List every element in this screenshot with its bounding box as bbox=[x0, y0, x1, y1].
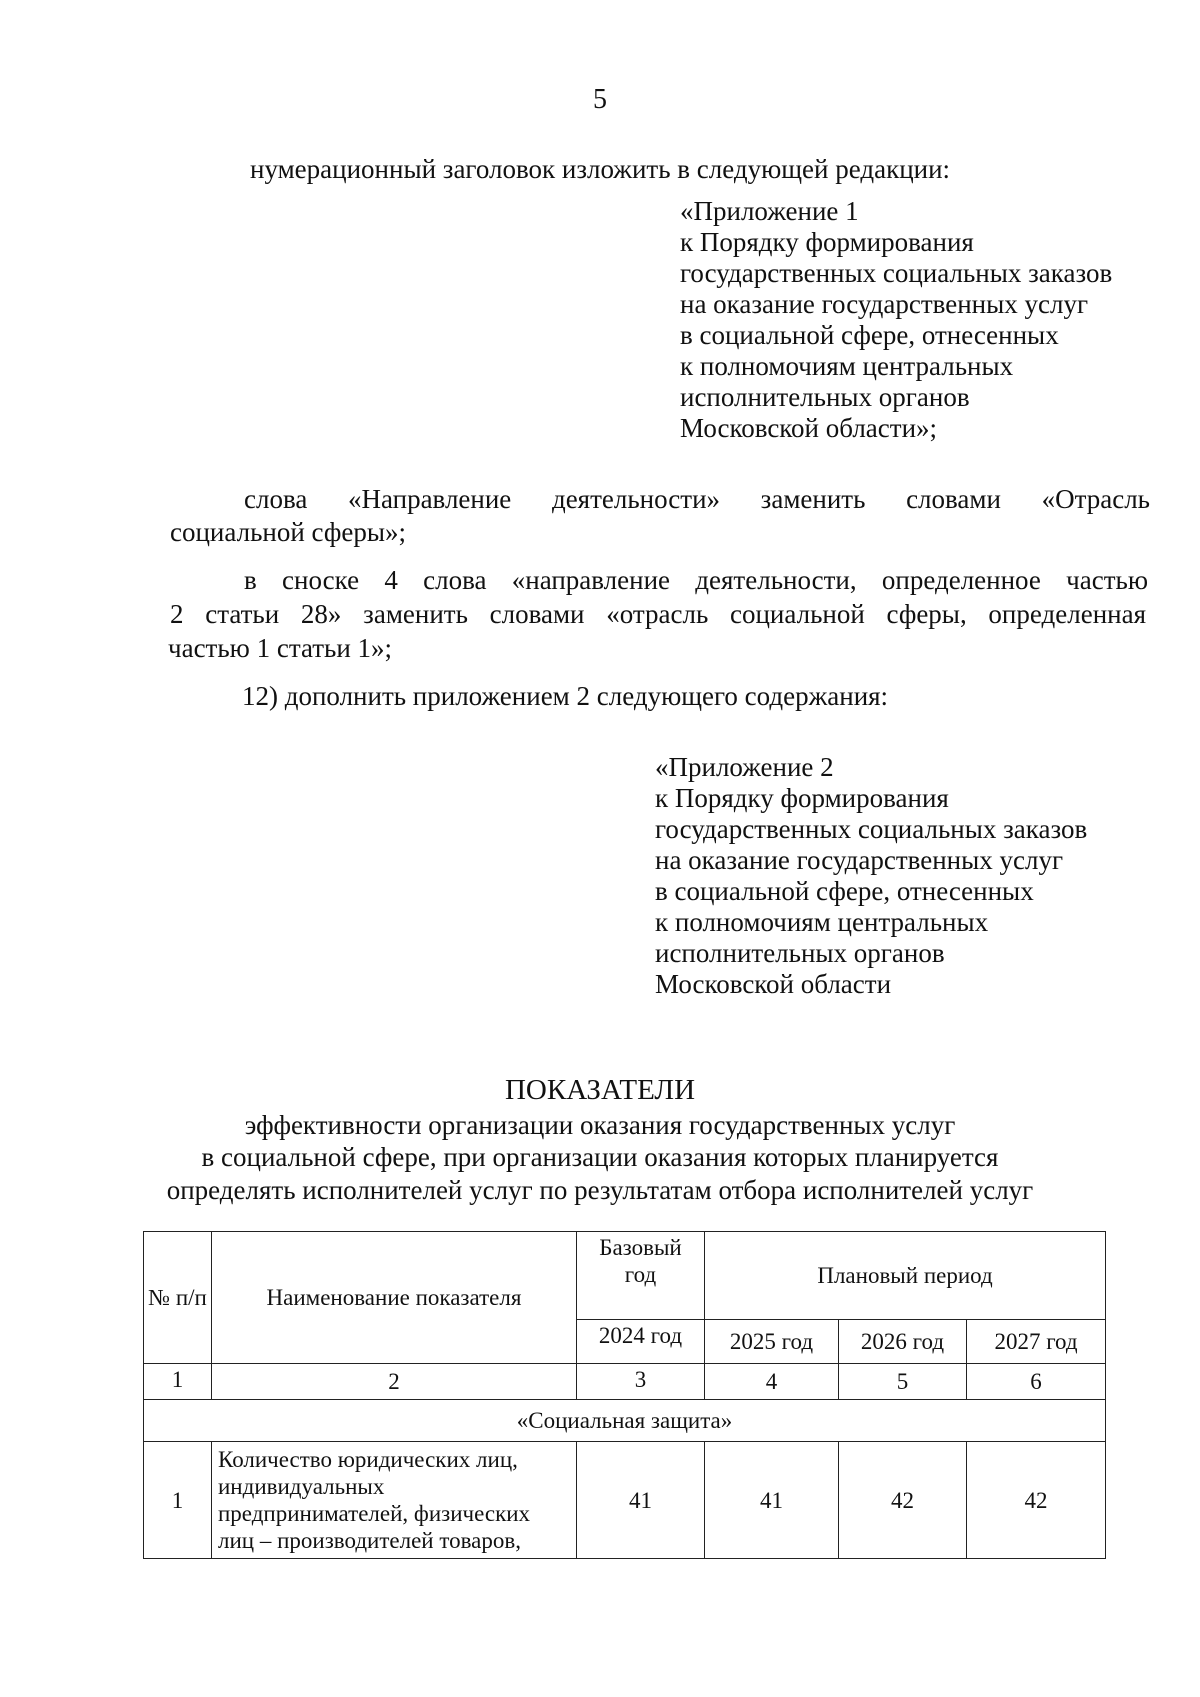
row-value-2026: 42 bbox=[839, 1442, 967, 1559]
header-year-2024: 2024 год bbox=[577, 1320, 705, 1364]
row-number: 1 bbox=[144, 1442, 212, 1559]
column-number: 3 bbox=[577, 1364, 705, 1400]
header-number: № п/п bbox=[144, 1232, 212, 1364]
header-base-year: Базовый год bbox=[577, 1232, 705, 1320]
section-title: «Социальная защита» bbox=[144, 1400, 1106, 1442]
appendix2-line: Московской области bbox=[655, 969, 892, 999]
appendix2-line: «Приложение 2 bbox=[655, 752, 834, 782]
row-value-2024: 41 bbox=[577, 1442, 705, 1559]
heading-subtitle-line2: в социальной сфере, при организации оказания которых планируется bbox=[201, 1142, 999, 1172]
appendix1-line: Московской области»; bbox=[680, 413, 938, 443]
appendix1-line: к полномочиям центральных bbox=[680, 351, 1014, 381]
column-number: 1 bbox=[144, 1364, 212, 1400]
appendix1-line: на оказание государственных услуг bbox=[680, 289, 1089, 319]
appendix2-line: на оказание государственных услуг bbox=[655, 845, 1064, 875]
page-number: 5 bbox=[593, 84, 607, 115]
paragraph3: 12) дополнить приложением 2 следующего содержания: bbox=[242, 681, 889, 711]
intro-line: нумерационный заголовок изложить в следующей редакции: bbox=[250, 154, 951, 184]
table-section-row bbox=[144, 1400, 1106, 1442]
row-indicator-name-line: Количество юридических лиц, bbox=[218, 1447, 518, 1472]
header-year-2026: 2026 год bbox=[839, 1320, 967, 1364]
heading-subtitle-line1: эффективности организации оказания государственных услуг bbox=[244, 1110, 956, 1140]
header-indicator-name: Наименование показателя bbox=[212, 1232, 577, 1364]
heading-subtitle-line3: определять исполнителей услуг по результатам отбора исполнителей услуг bbox=[166, 1175, 1034, 1205]
appendix2-line: к Порядку формирования bbox=[655, 783, 949, 813]
column-number: 6 bbox=[967, 1364, 1106, 1400]
table-header-row bbox=[144, 1232, 1106, 1320]
paragraph2-line2: 2 статьи 28» заменить словами «отрасль социальной сферы, определенная bbox=[170, 599, 1146, 629]
table-row bbox=[144, 1442, 1106, 1559]
row-indicator-name-line: предпринимателей, физических bbox=[218, 1501, 531, 1526]
row-value-2025: 41 bbox=[705, 1442, 839, 1559]
row-indicator-name-line: индивидуальных bbox=[218, 1474, 385, 1499]
paragraph1-line1: слова «Направление деятельности» заменить словами «Отрасль bbox=[244, 484, 1150, 514]
row-indicator-name-line: лиц – производителей товаров, bbox=[218, 1528, 521, 1553]
paragraph2-line3: частью 1 статьи 1»; bbox=[168, 633, 393, 663]
appendix1-line: государственных социальных заказов bbox=[680, 258, 1113, 288]
column-number: 2 bbox=[212, 1364, 577, 1400]
table-column-numbers-row bbox=[144, 1364, 1106, 1400]
appendix2-line: исполнительных органов bbox=[655, 938, 945, 968]
heading-title: ПОКАЗАТЕЛИ bbox=[504, 1074, 696, 1106]
row-indicator-name bbox=[212, 1442, 577, 1559]
paragraph2-line1: в сноске 4 слова «направление деятельности, определенное частью bbox=[244, 565, 1148, 595]
row-value-2027: 42 bbox=[967, 1442, 1106, 1559]
header-year-2027: 2027 год bbox=[967, 1320, 1106, 1364]
appendix1-line: к Порядку формирования bbox=[680, 227, 974, 257]
column-number: 4 bbox=[705, 1364, 839, 1400]
appendix1-line: в социальной сфере, отнесенных bbox=[680, 320, 1059, 350]
appendix1-line: «Приложение 1 bbox=[680, 196, 859, 226]
appendix2-line: государственных социальных заказов bbox=[655, 814, 1088, 844]
indicators-table bbox=[143, 1231, 1106, 1559]
appendix1-line: исполнительных органов bbox=[680, 382, 970, 412]
appendix2-line: в социальной сфере, отнесенных bbox=[655, 876, 1034, 906]
appendix1-stamp bbox=[680, 196, 1112, 444]
column-number: 5 bbox=[839, 1364, 967, 1400]
header-year-2025: 2025 год bbox=[705, 1320, 839, 1364]
header-planned-period: Плановый период bbox=[705, 1232, 1106, 1320]
appendix2-line: к полномочиям центральных bbox=[655, 907, 989, 937]
appendix2-stamp bbox=[655, 752, 1087, 1000]
paragraph1-line2: социальной сферы»; bbox=[170, 517, 406, 547]
